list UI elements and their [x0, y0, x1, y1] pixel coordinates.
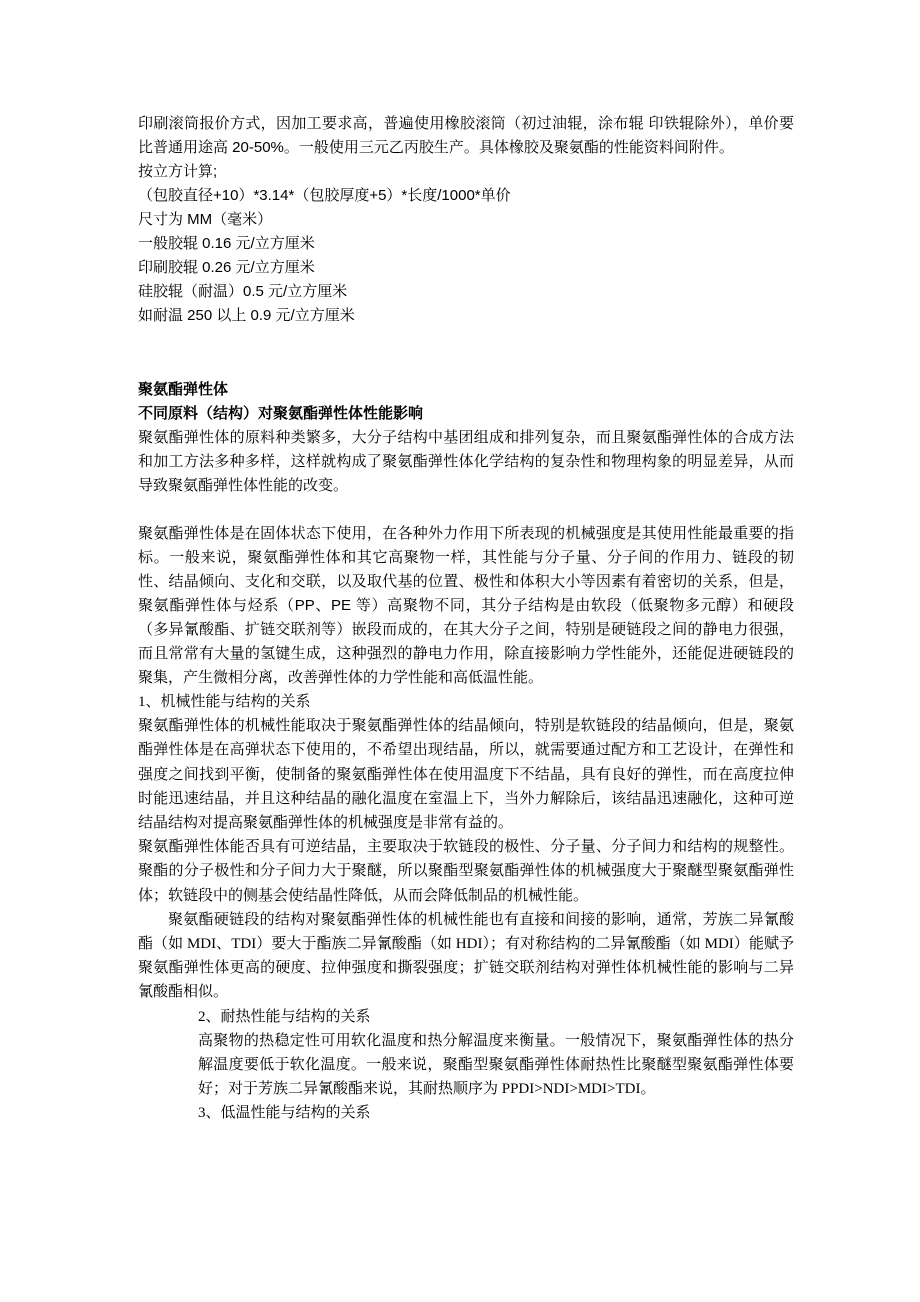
spacer: [138, 498, 794, 522]
rate-line: 印刷胶辊 0.26 元/立方厘米: [138, 259, 315, 276]
elastomer-section: [138, 378, 794, 690]
spacer: [138, 328, 794, 378]
pricing-formula: （包胶直径+10）*3.14*（包胶厚度+5）*长度/1000*单价: [138, 187, 511, 204]
pricing-unit: 尺寸为 MM（毫米）: [138, 211, 273, 228]
heat-paragraph: 高聚物的热稳定性可用软化温度和热分解温度来衡量。一般情况下，聚氨酯弹性体的热分解温度要低于软化温度。一般来说，聚酯型聚氨酯弹性体耐热性比聚醚型聚氨酯弹性体要好；对于芳族二异氰酸酯来说，其耐热顺序为 PPDI>NDI>MDI>TDI。: [198, 1032, 794, 1098]
heat-section: [138, 1005, 794, 1126]
mechanical-paragraph: 聚氨酯弹性体的机械性能取决于聚氨酯弹性体的结晶倾向，特别是软链段的结晶倾向，但是，聚氨酯弹性体是在高弹状态下使用的，不希望出现结晶，所以，就需要通过配方和工艺设计，在弹性和强度之间找到平衡，使制备的聚氨酯弹性体在使用温度下不结晶，具有良好的弹性，而在高度拉伸时能迅速结晶，并且这种结晶的融化温度在室温上下，当外力解除后，该结晶迅速融化，这种可逆结晶结构对提高聚氨酯弹性体的机械强度是非常有益的。: [138, 718, 794, 832]
pricing-method: 按立方计算;: [138, 163, 218, 180]
rate-line: 硅胶辊（耐温）0.5 元/立方厘米: [138, 283, 348, 300]
mechanical-paragraph: 聚氨酯硬链段的结构对聚氨酯弹性体的机械性能也有直接和间接的影响，通常，芳族二异氰酸酯（如 MDI、TDI）要大于酯族二异氰酸酯（如 HDI）；有对称结构的二异氰酸酯（如 MDI）能赋予聚氨酯弹性体更高的硬度、拉伸强度和撕裂强度；扩链交联剂结构对弹性体机械性能的影响与二异氰酸酯相似。: [138, 911, 794, 1001]
section-title: 聚氨酯弹性体: [138, 381, 229, 398]
document-page: [138, 112, 794, 1126]
pricing-section: [138, 112, 794, 328]
rate-line: 一般胶辊 0.16 元/立方厘米: [138, 235, 315, 252]
mechanical-section: [138, 690, 794, 1005]
subsection-heading: 1、机械性能与结构的关系: [138, 694, 311, 710]
mechanical-paragraph: 聚氨酯弹性体能否具有可逆结晶，主要取决于软链段的极性、分子量、分子间力和结构的规整性。聚酯的分子极性和分子间力大于聚醚，所以聚酯型聚氨酯弹性体的机械强度大于聚醚型聚氨酯弹性体；软链段中的侧基会使结晶性降低，从而会降低制品的机械性能。: [138, 839, 794, 904]
rate-line: 如耐温 250 以上 0.9 元/立方厘米: [138, 307, 355, 324]
section-paragraph: 聚氨酯弹性体是在固体状态下使用，在各种外力作用下所表现的机械强度是其使用性能最重要的指标。一般来说，聚氨酯弹性体和其它高聚物一样，其性能与分子量、分子间的作用力、链段的韧性、结晶倾向、支化和交联，以及取代基的位置、极性和体积大小等因素有着密切的关系，但是，聚氨酯弹性体与烃系（PP、PE 等）高聚物不同，其分子结构是由软段（低聚物多元醇）和硬段（多异氰酸酯、扩链交联剂等）嵌段而成的，在其大分子之间，特别是硬链段之间的静电力很强，而且常常有大量的氢键生成，这种强烈的静电力作用，除直接影响力学性能外，还能促进硬链段的聚集，产生微相分离，改善弹性体的力学性能和高低温性能。: [138, 525, 794, 686]
subsection-heading: 3、低温性能与结构的关系: [198, 1105, 371, 1122]
pricing-intro: 印刷滚筒报价方式，因加工要求高，普遍使用橡胶滚筒（初过油辊，涂布辊 印铁辊除外），单价要比普通用途高 20-50%。一般使用三元乙丙胶生产。具体橡胶及聚氨酯的性能资料间附件。: [138, 115, 794, 156]
section-paragraph: 聚氨酯弹性体的原料种类繁多，大分子结构中基团组成和排列复杂，而且聚氨酯弹性体的合成方法和加工方法多种多样，这样就构成了聚氨酯弹性体化学结构的复杂性和物理构象的明显差异，从而导致聚氨酯弹性体性能的改变。: [138, 429, 794, 494]
subsection-heading: 2、耐热性能与结构的关系: [198, 1008, 371, 1025]
section-subtitle: 不同原料（结构）对聚氨酯弹性体性能影响: [138, 405, 424, 422]
